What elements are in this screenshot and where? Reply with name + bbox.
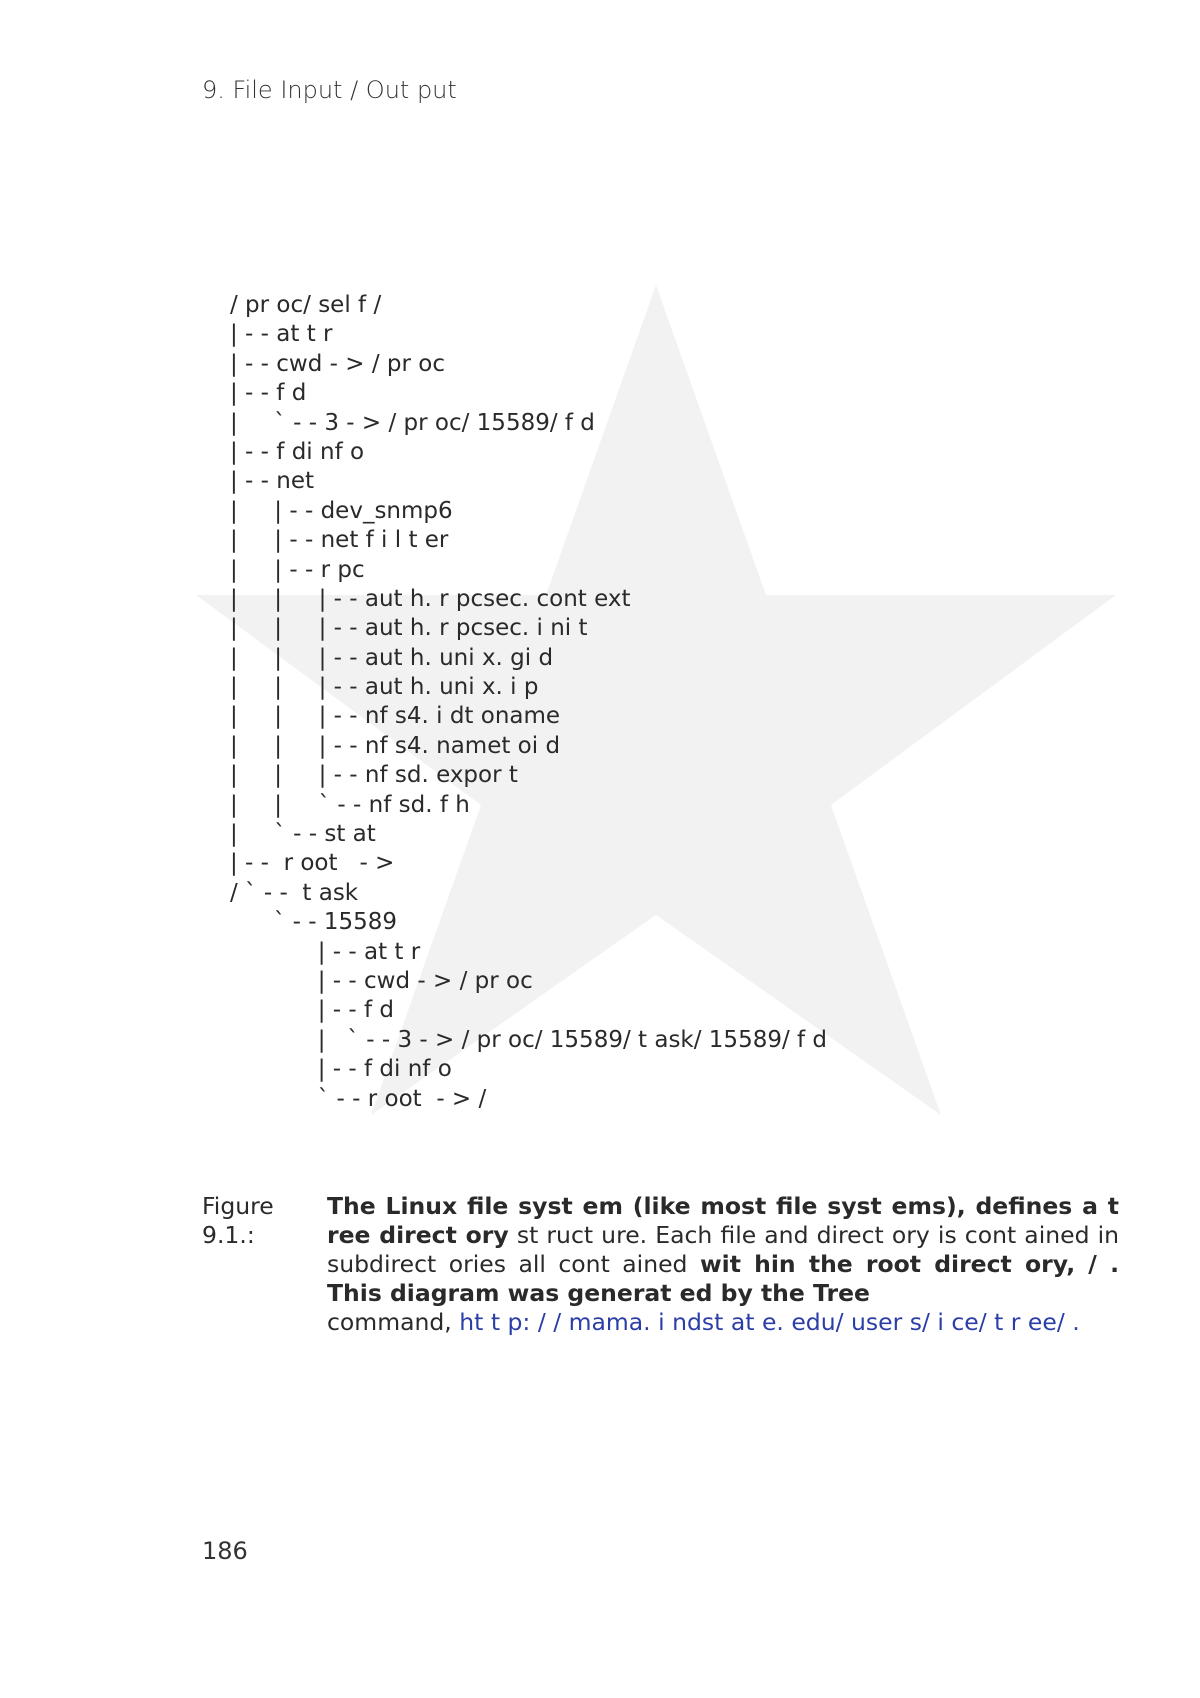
- page-number: 186: [202, 1537, 248, 1565]
- tree-line: | - - f di nf o: [230, 1056, 452, 1083]
- caption-command-word: command,: [327, 1308, 452, 1336]
- tree-line: | | - - net f i l t er: [230, 527, 449, 554]
- tree-line: | - - cwd - > / pr oc: [230, 967, 533, 994]
- tree-line: | | | - - nf s4. namet oi d: [230, 732, 561, 759]
- caption-bold-part-1: The Linux file syst em (like most file syst ems), defines a t ree direct ory: [327, 1192, 1119, 1249]
- tree-line: | - - net: [230, 468, 315, 495]
- tree-line: | | | - - aut h. r pcsec. i ni t: [230, 615, 588, 642]
- tree-line: | | | - - aut h. r pcsec. cont ext: [230, 585, 631, 612]
- caption-bold-part-2: wit hin the root direct ory, / . This diagram was generat ed by the Tree: [327, 1250, 1119, 1307]
- caption-normal-part: st ruct ure. Each file and direct ory is cont ained in subdirect ories all cont ained: [327, 1221, 1120, 1278]
- tree-line: | | ` - - nf sd. f h: [230, 791, 470, 818]
- figure-caption: [202, 1192, 1119, 1337]
- tree-line: ` - - r oot - > /: [230, 1085, 487, 1112]
- tree-line: | - - f di nf o: [230, 438, 365, 465]
- tree-line: / ` - - t ask: [230, 879, 359, 906]
- tree-line: ` - - 15589: [230, 909, 398, 936]
- caption-label: Figure 9.1.:: [202, 1192, 274, 1249]
- tree-line: | | | - - aut h. uni x. i p: [230, 674, 539, 701]
- tree-line: | - - r oot - >: [230, 850, 395, 877]
- tree-line: | | | - - nf sd. expor t: [230, 762, 518, 789]
- tree-line: | - - cwd - > / pr oc: [230, 350, 445, 377]
- tree-line: | - - f d: [230, 997, 395, 1024]
- tree-line: | - - at t r: [230, 321, 333, 348]
- tree-line: | - - at t r: [230, 938, 421, 965]
- tree-line: | | - - dev_snmp6: [230, 497, 453, 524]
- tree-line: / pr oc/ sel f /: [230, 292, 382, 318]
- tree-line: | ` - - 3 - > / pr oc/ 15589/ f d: [230, 409, 595, 436]
- tree-line: | | | - - nf s4. i dt oname: [230, 703, 561, 730]
- caption-body: [327, 1192, 1119, 1337]
- tree-line: | ` - - 3 - > / pr oc/ 15589/ t ask/ 15589/ f d: [230, 1026, 828, 1053]
- running-header: 9. File Input / Out put: [202, 76, 457, 104]
- tree-line: | ` - - st at: [230, 821, 376, 848]
- tree-line: | | - - r pc: [230, 556, 365, 583]
- tree-url-link[interactable]: ht t p: / / mama. i ndst at e. edu/ user s/ i ce/ t r ee/ .: [459, 1308, 1080, 1336]
- tree-line: | - - f d: [230, 380, 307, 407]
- tree-line: | | | - - aut h. uni x. gi d: [230, 644, 554, 671]
- directory-tree: [230, 291, 827, 1114]
